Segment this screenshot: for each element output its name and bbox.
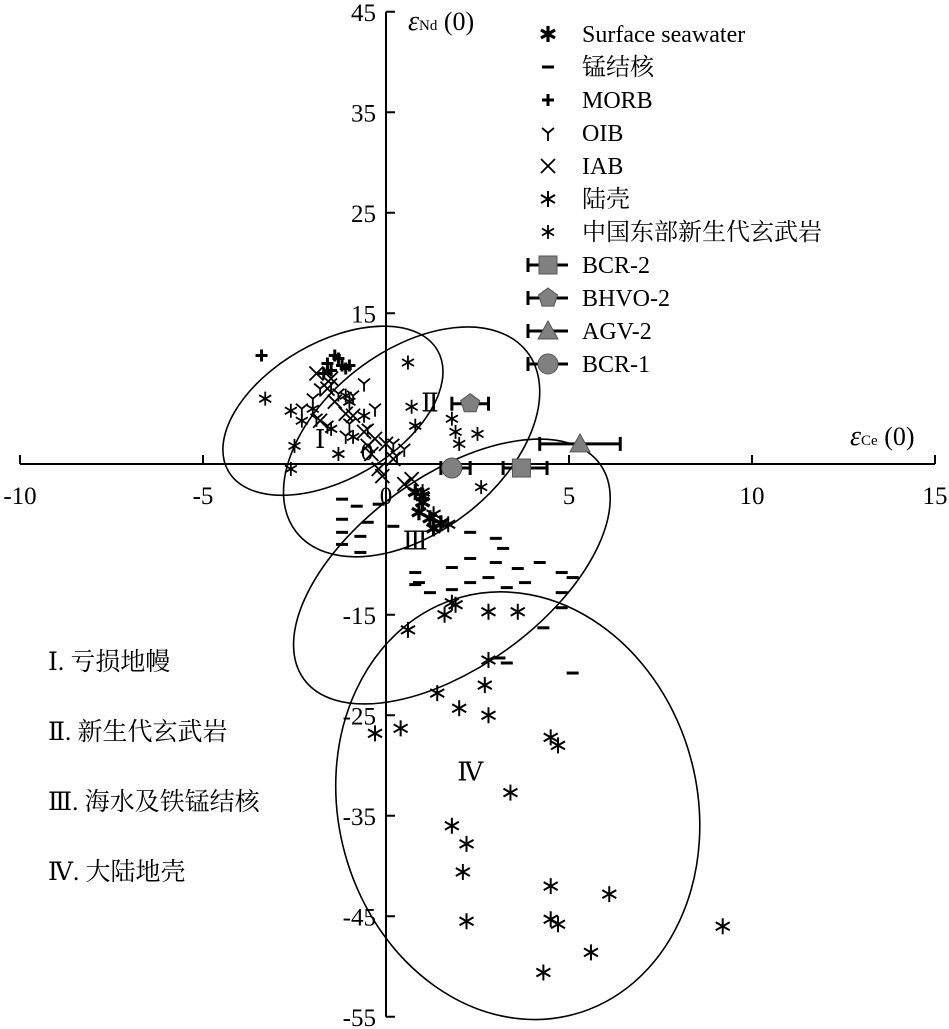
data-point [536,965,550,981]
series-series [368,484,730,980]
data-point [481,604,495,620]
region-label: Ⅳ [457,757,484,787]
data-point [456,864,470,880]
data-point [461,394,480,412]
series-agv-2 [540,434,621,452]
legend-marker [538,354,558,374]
y-tick-label: 25 [351,200,376,228]
data-point [450,425,462,439]
legend-label: BCR-2 [582,253,651,279]
x-tick-label: -5 [192,483,214,510]
legend [528,22,822,378]
region-note: Ⅰ. 亏损地幔 [48,649,171,676]
series-bhvo-2 [452,394,489,412]
legend-entry [542,121,623,147]
x-axis-title [850,421,915,452]
legend-label: 陆壳 [582,187,630,213]
data-point [375,469,389,483]
region-label: Ⅲ [402,526,428,556]
series-bcr-1 [441,458,470,478]
data-point [430,685,444,701]
data-point [475,480,487,494]
legend-label: BHVO-2 [582,286,670,312]
data-point [446,412,458,426]
x-tick-label: 15 [922,483,948,510]
data-point [402,355,414,369]
data-point [445,818,459,834]
legend-marker [542,225,554,239]
data-point [503,785,517,801]
series-oib [296,379,410,464]
legend-label: IAB [582,154,624,180]
data-point [406,400,418,414]
y-axis-title-tail: (0) [437,7,475,36]
data-point [369,404,381,417]
data-point [256,349,268,361]
data-point [398,444,410,457]
series-morb [256,349,356,379]
origin-label: 0 [360,439,374,466]
legend-entry [541,22,745,48]
legend-marker [538,288,557,306]
region-label: Ⅱ [421,388,439,418]
legend-entry [528,286,670,312]
legend-marker [541,26,555,42]
y-tick-label: -15 [342,602,376,630]
data-point [472,427,484,441]
x-tick-label: -10 [3,483,37,510]
data-point [481,707,495,723]
legend-label: 锰结核 [582,55,654,81]
data-point [602,886,616,902]
x-tick-label: 10 [739,483,765,510]
region-ellipses [194,280,747,1029]
legend-label: MORB [582,88,653,114]
data-point [394,720,408,736]
data-point [289,439,301,453]
data-point [343,419,355,432]
data-point [511,604,525,620]
series-series [336,499,579,673]
legend-marker [541,191,555,207]
data-point [401,622,415,638]
legend-marker [539,256,557,274]
legend-entry [528,352,650,378]
data-point [460,913,474,929]
legend-label: Surface seawater [582,22,746,48]
data-point [512,459,530,477]
data-point [445,595,459,611]
legend-marker [541,159,555,173]
region-ellipse-iii [248,387,656,757]
region-notes [48,648,261,886]
legend-marker [542,128,554,141]
data-point [544,878,558,894]
data-points [256,349,730,980]
y-tick-label: 45 [351,0,376,27]
x-axis-title-symbol: ε [850,421,862,452]
y-axis-title-symbol: ε [408,6,420,37]
legend-entry [542,54,655,81]
legend-entry [528,319,652,345]
y-tick-label: -55 [342,1004,376,1029]
legend-label: BCR-1 [582,352,651,378]
data-point [460,836,474,852]
legend-entry [528,253,650,279]
y-axis-title [408,6,474,37]
legend-label: OIB [582,121,624,147]
x-axis-title-tail: (0) [877,422,915,451]
legend-entry [542,88,653,114]
data-point [584,944,598,960]
y-axis-title-subscript: Nd [419,18,438,34]
data-point [452,700,466,716]
x-axis-title-subscript: Ce [861,433,878,449]
data-point [332,447,344,461]
legend-entry [542,219,822,246]
region-note: Ⅲ. 海水及铁锰结核 [48,789,260,816]
data-point [358,409,370,423]
legend-entry [541,154,623,180]
region-note: Ⅱ. 新生代玄武岩 [48,719,228,746]
x-tick-label: 0 [379,483,393,510]
legend-marker [542,94,554,106]
data-point [716,918,730,934]
data-point [259,392,271,406]
region-note: Ⅳ. 大陆地壳 [48,859,186,886]
y-tick-label: -35 [342,803,376,831]
series-bcr-2 [503,459,547,477]
y-tick-label: 15 [351,301,376,329]
data-point [478,677,492,693]
legend-label: 中国东部新生代玄武岩 [582,220,822,246]
legend-label: AGV-2 [582,319,652,345]
data-point [347,430,359,444]
data-point [285,404,297,418]
y-tick-label: -25 [342,703,376,731]
y-tick-label: 35 [351,100,376,128]
data-point [453,437,465,451]
data-point [442,458,462,478]
data-point [358,379,370,392]
region-label: Ⅰ [314,424,326,454]
legend-entry [541,186,630,213]
data-point [340,431,352,444]
y-tick-label: -45 [342,904,376,932]
data-point [320,382,334,396]
x-tick-label: 5 [562,483,576,510]
